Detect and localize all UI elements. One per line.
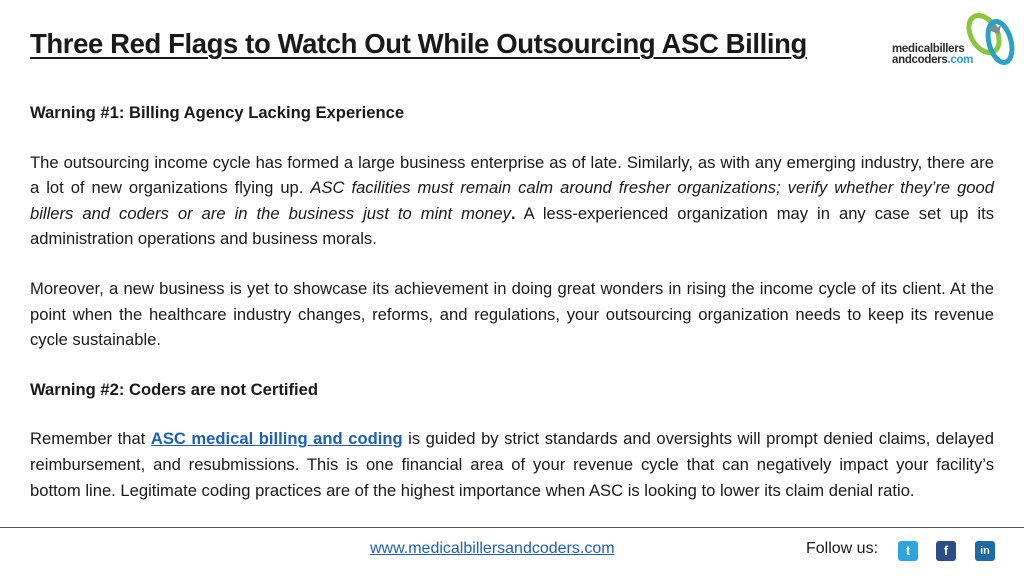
paragraph-1-italic: ASC facilities must remain calm around fresher organizations; verify whether they’re good billers and coders or are in the business just to mint money: [30, 178, 994, 223]
logo-domain: .com: [947, 54, 974, 66]
twitter-icon[interactable]: t: [898, 541, 918, 561]
paragraph-1-bold-period: .: [510, 203, 516, 223]
warning-2-heading: Warning #2: Coders are not Certified: [30, 379, 318, 399]
asc-billing-link[interactable]: ASC medical billing and coding: [150, 429, 403, 449]
paragraph-3-text-a: Remember that: [30, 429, 151, 449]
footer-website-link[interactable]: www.medicalbillersandcoders.com: [370, 540, 615, 557]
logo-line-1: medicalbillers: [892, 43, 965, 55]
paragraph-3-text-b: is guided by strict standards and oversights will prompt denied claims, delayed reimbursement, and resubmissions. This is one financial area of your revenue cycle that can negatively impact your facility’s bottom line. Legitimate coding practices are of the highest importance when ASC is looking to lower its claim denial ratio.: [30, 429, 994, 500]
linkedin-icon[interactable]: in: [975, 541, 995, 561]
page-title: Three Red Flags to Watch Out While Outsourcing ASC Billing: [30, 28, 807, 59]
paragraph-1: [30, 150, 994, 252]
warning-1-heading: Warning #1: Billing Agency Lacking Experience: [30, 103, 405, 122]
article-body: [30, 100, 994, 503]
paragraph-2: Moreover, a new business is yet to showcase its achievement in doing great wonders in rising the income cycle of its client. At the point when the healthcare industry changes, reforms, and regulations, your outsourcing organization needs to keep its revenue cycle sustainable.: [30, 278, 994, 350]
logo-line-2-main: andcoders: [892, 54, 948, 66]
follow-us-label: Follow us:: [806, 540, 879, 557]
company-logo: [892, 12, 1020, 74]
logo-line-2: [892, 55, 973, 66]
paragraph-3: [30, 426, 994, 503]
paragraph-1-text-b: A less-experienced organization may in any case set up its administration operations and business morals.: [30, 203, 994, 249]
paragraph-1-text-a: The outsourcing income cycle has formed a large business enterprise as of late. Similarly, as with any emerging industry, there are a lot of new organizations flying up.: [30, 152, 994, 198]
logo-wordmark: [892, 44, 973, 66]
footer-divider: [0, 527, 1024, 528]
facebook-icon[interactable]: f: [936, 541, 956, 561]
